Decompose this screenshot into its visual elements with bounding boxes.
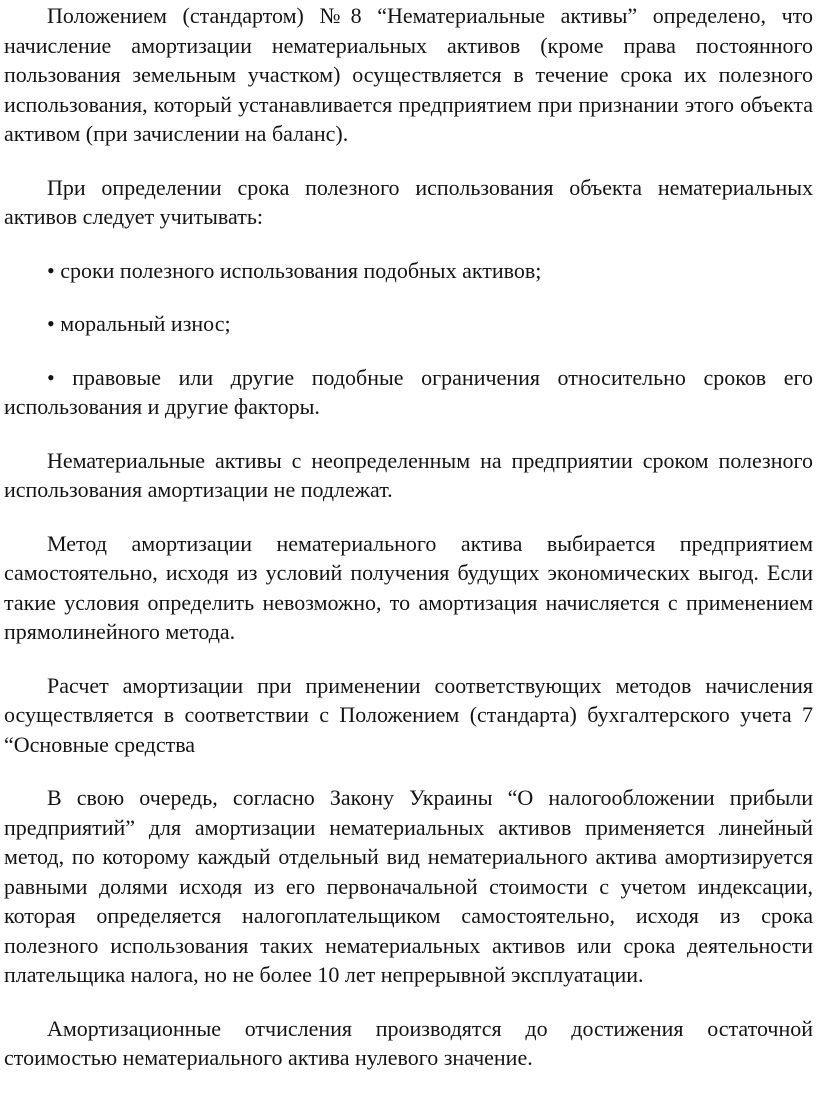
bullet-legal-restrictions: • правовые или другие подобные ограничения относительно сроков его использования и другие факторы. xyxy=(4,364,813,419)
paragraph-useful-life-factors-intro: При определении срока полезного использования объекта нематериальных активов следует учитывать: xyxy=(4,174,813,229)
paragraph-amortization-calculation: Расчет амортизации при применении соответствующих методов начисления осуществляется в соответствии с Положением (стандарта) бухгалтерского учета 7 “Основные средства xyxy=(4,672,813,757)
paragraph-amortization-deductions: Амортизационные отчисления производятся до достижения остаточной стоимостью нематериального актива нулевого значение. xyxy=(4,1015,813,1070)
paragraph-intangible-assets-standard: Положением (стандартом) №8 “Нематериальные активы” определено, что начисление амортизации нематериальных активов (кроме права постоянного пользования земельным участком) осуществляется в течение срока их полезного использования, который устанавливается предприятием при признании этого объекта активом (при зачислении на баланс). xyxy=(4,3,813,146)
document-page xyxy=(0,1,816,1093)
paragraph-tax-law-linear-method: В свою очередь, согласно Закону Украины “О налогообложении прибыли предприятий” для амортизации нематериальных активов применяется линейный метод, по которому каждый отдельный вид нематериального актива амортизируется равными долями исходя из его первоначальной стоимости с учетом индексации, которая определяется налогоплательщиком самостоятельно, исходя из срока полезного использования таких нематериальных активов или срока деятельности плательщика налога, но не более 10 лет непрерывной эксплуатации. xyxy=(4,785,813,987)
paragraph-indefinite-life-assets: Нематериальные активы с неопределенным на предприятии сроком полезного использования амортизации не подлежат. xyxy=(4,447,813,502)
paragraph-amortization-method: Метод амортизации нематериального актива выбирается предприятием самостоятельно, исходя из условий получения будущих экономических выгод. Если такие условия определить невозможно, то амортизация начисляется с применением прямолинейного метода. xyxy=(4,530,813,644)
bullet-moral-wear: • моральный износ; xyxy=(47,311,231,336)
bullet-useful-life-similar-assets: • сроки полезного использования подобных активов; xyxy=(47,257,542,283)
